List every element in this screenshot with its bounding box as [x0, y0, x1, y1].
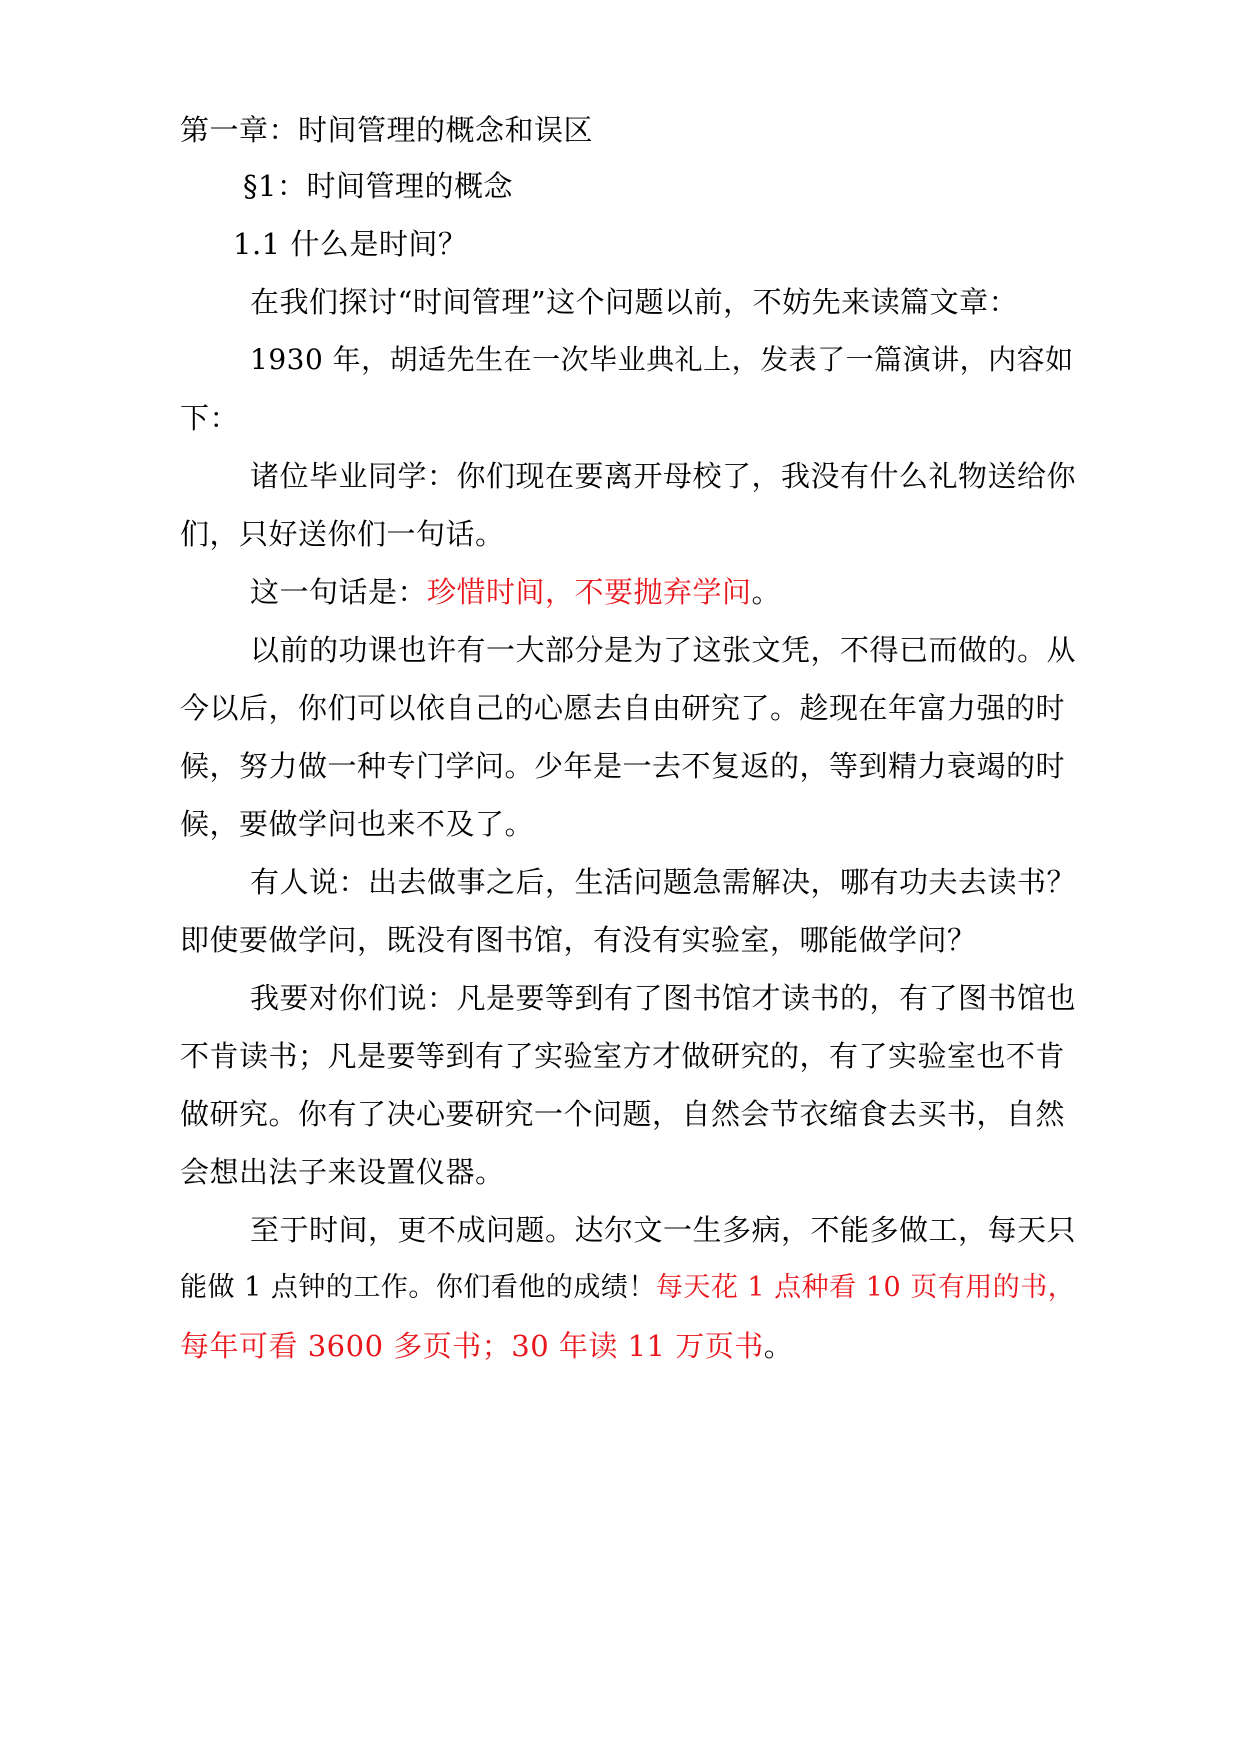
para3-tail: 。	[751, 575, 782, 609]
para4-line3: 候，努力做一种专门学问。少年是一去不复返的，等到精力衰竭的时	[180, 749, 1066, 783]
section-title: §1：时间管理的概念	[243, 169, 513, 203]
para5-line1: 有人说：出去做事之后，生活问题急需解决，哪有功夫去读书？	[250, 865, 1077, 899]
para7-line3-highlight: 每年可看 3600 多页书；30 年读 11 万页书	[180, 1329, 764, 1363]
para3-lead: 这一句话是：	[250, 575, 428, 609]
para2-line2: 们，只好送你们一句话。	[180, 517, 505, 551]
para7-line3	[180, 1328, 1080, 1364]
para4-line1: 以前的功课也许有一大部分是为了这张文凭，不得已而做的。从	[250, 633, 1077, 667]
para5-line2: 即使要做学问，既没有图书馆，有没有实验室，哪能做学问？	[180, 923, 977, 957]
para7-line2	[180, 1270, 1080, 1306]
para6-line4: 会想出法子来设置仪器。	[180, 1155, 505, 1189]
intro-paragraph: 在我们探讨“时间管理”这个问题以前，不妨先来读篇文章：	[250, 285, 1019, 319]
para1-line1: 1930 年，胡适先生在一次毕业典礼上，发表了一篇演讲，内容如	[250, 343, 1074, 376]
para4-line4: 候，要做学问也来不及了。	[180, 807, 535, 841]
para2-line1: 诸位毕业同学：你们现在要离开母校了，我没有什么礼物送给你	[250, 459, 1077, 493]
para7-line3-tail: 。	[763, 1329, 794, 1363]
para6-line3: 做研究。你有了决心要研究一个问题，自然会节衣缩食去买书，自然	[180, 1097, 1066, 1131]
para3-line	[250, 574, 1080, 610]
para1-line2: 下：	[180, 401, 240, 435]
para6-line1: 我要对你们说：凡是要等到有了图书馆才读书的，有了图书馆也	[250, 981, 1077, 1015]
para3-highlight: 珍惜时间，不要抛弃学问	[427, 575, 752, 609]
chapter-title: 第一章：时间管理的概念和误区	[180, 113, 594, 147]
para4-line2: 今以后，你们可以依自己的心愿去自由研究了。趁现在年富力强的时	[180, 691, 1066, 725]
para7-line2-lead: 能做 1 点钟的工作。你们看他的成绩！	[180, 1272, 656, 1303]
subsection-title: 1.1 什么是时间？	[233, 227, 468, 261]
para7-line1: 至于时间，更不成问题。达尔文一生多病，不能多做工，每天只	[250, 1213, 1077, 1247]
para7-line2-highlight: 每天花 1 点种看 10 页有用的书，	[655, 1272, 1076, 1303]
para6-line2: 不肯读书；凡是要等到有了实验室方才做研究的，有了实验室也不肯	[180, 1039, 1066, 1073]
